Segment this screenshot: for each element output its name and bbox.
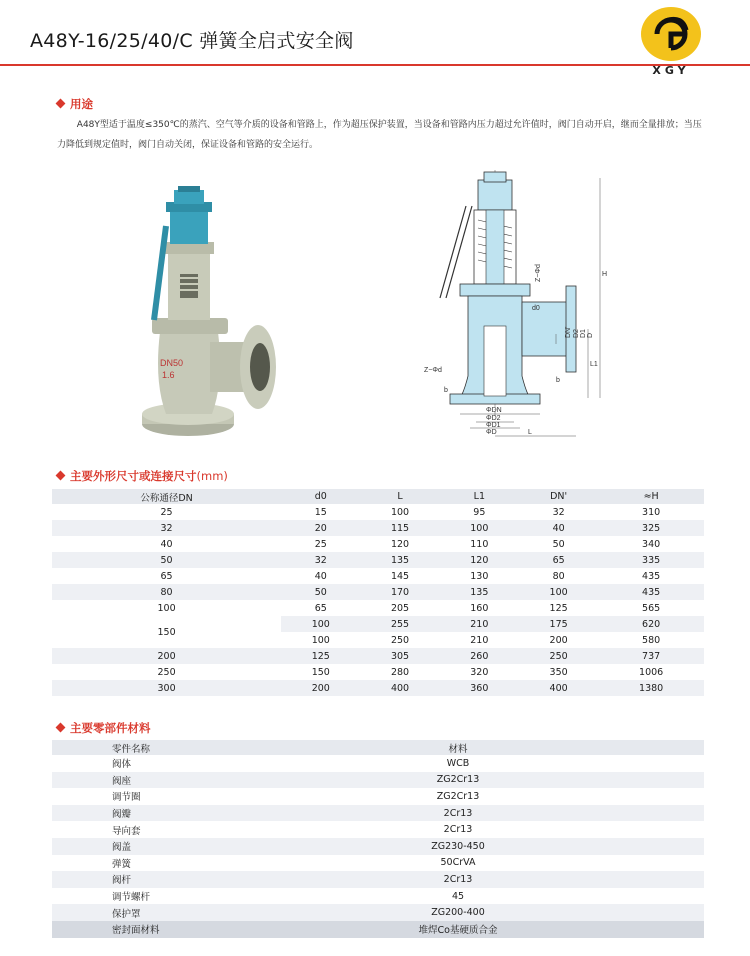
- cell: 150: [311, 666, 330, 678]
- cell: 50: [281, 584, 360, 600]
- cell: 阀杆: [52, 871, 282, 888]
- dim-d-bottom: ΦD: [486, 429, 497, 436]
- cell: 175: [519, 616, 598, 632]
- table-row: [52, 772, 704, 789]
- cell: 255: [360, 616, 439, 632]
- cell: 65: [314, 602, 327, 614]
- table-header-row: [52, 489, 704, 504]
- table-row: [52, 755, 704, 772]
- dimensions-heading-text: 主要外形尺寸或连接尺寸: [70, 469, 197, 483]
- cell: 100: [281, 616, 360, 632]
- diamond-bullet-icon: [56, 471, 66, 481]
- cell: 200: [549, 634, 568, 646]
- cell: 335: [598, 552, 704, 568]
- col-header: ≈H: [598, 489, 704, 504]
- col-header: 公称通径DN: [52, 489, 281, 504]
- table-row: [52, 664, 704, 680]
- materials-heading-text: 主要零部件材料: [70, 721, 151, 735]
- dim-z-left: Z−Φd: [424, 367, 442, 374]
- table-row: [52, 838, 704, 855]
- col-header: 材料: [282, 740, 704, 755]
- cell: 210: [440, 616, 519, 632]
- cell: WCB: [446, 757, 470, 769]
- dim-z-right: Z−Φd: [535, 264, 542, 282]
- cell: 15: [314, 506, 327, 518]
- photo-body-text-1: DN50: [160, 358, 184, 368]
- cell: 50CrVA: [440, 857, 476, 869]
- cell: 32: [281, 552, 360, 568]
- cell: 阀座: [52, 772, 282, 789]
- cell: 620: [598, 616, 704, 632]
- logo-text: XGY: [652, 64, 690, 77]
- table-row: [52, 568, 704, 584]
- cell: 100: [390, 506, 410, 518]
- cell: 350: [549, 666, 568, 678]
- cell: 250: [157, 666, 176, 678]
- cell: 1006: [639, 666, 664, 678]
- cell: 阀瓣: [52, 805, 282, 822]
- cell: 360: [440, 680, 519, 696]
- table-header-row: [52, 740, 704, 755]
- table-row: [52, 584, 704, 600]
- cell: 调节圈: [112, 792, 141, 804]
- cell: 135: [360, 552, 439, 568]
- table-row: [52, 552, 704, 568]
- usage-text: A48Y型适于温度≤350℃的蒸汽、空气等介质的设备和管路上，作为超压保护装置，当设备和管路内压力超过允许值时，阀门自动开启，继而全量排放；当压力降低到规定值时，阀门自动关闭，保证设备和管路的安全运行。: [57, 120, 702, 150]
- dim-l: L: [528, 429, 532, 436]
- table-row: [52, 788, 704, 805]
- dim-d1-bottom: ΦD1: [486, 422, 501, 429]
- cell: 50: [52, 552, 281, 568]
- cell: 340: [642, 538, 661, 550]
- cell: 110: [470, 538, 489, 550]
- cell: 2Cr13: [282, 871, 704, 888]
- cell: ZG200-400: [282, 904, 704, 921]
- cell: 2Cr13: [282, 805, 704, 822]
- cell: ZG2Cr13: [436, 790, 480, 802]
- page-title: A48Y-16/25/40/C 弹簧全启式安全阀: [30, 30, 354, 52]
- cell: 阀体: [112, 759, 132, 771]
- cell: 65: [160, 570, 173, 582]
- cell: 2Cr13: [443, 824, 473, 836]
- cell: 32: [552, 506, 565, 518]
- xgy-logo: [635, 4, 707, 80]
- table-row: [52, 904, 704, 921]
- cell: 135: [440, 584, 519, 600]
- cell: 40: [519, 520, 598, 536]
- table-row: [52, 821, 704, 838]
- table-row: [52, 855, 704, 872]
- dim-d0: d0: [532, 305, 540, 312]
- dim-dn-right: DN': [565, 326, 572, 338]
- table-row: [52, 921, 704, 938]
- dimensions-heading: [57, 468, 228, 484]
- materials-heading: [57, 720, 151, 736]
- dim-b-left: b: [444, 387, 448, 394]
- cell: 205: [390, 602, 410, 614]
- cell: 导向套: [112, 825, 141, 837]
- cell: 120: [440, 552, 519, 568]
- dim-h: H: [602, 271, 608, 278]
- cell: 145: [390, 570, 410, 582]
- cell: 580: [642, 634, 661, 646]
- cell: 40: [160, 538, 173, 550]
- valve-photo: [140, 182, 290, 444]
- dim-d-right: D: [587, 332, 594, 338]
- table-row: [52, 871, 704, 888]
- dimensions-table: [52, 489, 704, 696]
- cell: 210: [470, 634, 489, 646]
- cell: 100: [157, 602, 176, 614]
- table-row: [52, 536, 704, 552]
- valve-cross-section-drawing: [420, 166, 620, 444]
- cell: ZG2Cr13: [282, 772, 704, 789]
- col-header: DN': [519, 489, 598, 504]
- cell: 435: [598, 584, 704, 600]
- col-header: 零件名称: [52, 740, 282, 755]
- table-row: [52, 616, 704, 632]
- page-header: [0, 0, 750, 80]
- cell: 80: [52, 584, 281, 600]
- cell: 弹簧: [112, 858, 132, 870]
- usage-description: [57, 115, 707, 155]
- cell: 65: [519, 552, 598, 568]
- dim-dn-bottom: ΦDN: [486, 407, 502, 414]
- cell: 250: [390, 634, 410, 646]
- dim-d2-right: D2: [573, 329, 580, 338]
- cell: 40: [314, 570, 327, 582]
- cell: 435: [642, 570, 661, 582]
- cell: 95: [473, 506, 486, 518]
- cell: 120: [390, 538, 410, 550]
- usage-heading: [57, 96, 93, 112]
- table-row: [52, 680, 704, 696]
- cell: 260: [440, 648, 519, 664]
- cell: 100: [519, 584, 598, 600]
- table-row: [52, 520, 704, 536]
- cell: 400: [519, 680, 598, 696]
- col-header: L: [360, 489, 439, 504]
- cell: 32: [52, 520, 281, 536]
- cell: 20: [281, 520, 360, 536]
- cell: 325: [598, 520, 704, 536]
- cell: 737: [598, 648, 704, 664]
- cell: 80: [552, 570, 565, 582]
- cell: 200: [281, 680, 360, 696]
- cell: 320: [470, 666, 489, 678]
- dimensions-unit: (mm): [196, 469, 228, 483]
- cell: 130: [470, 570, 489, 582]
- cell: 300: [52, 680, 281, 696]
- cell: 305: [360, 648, 439, 664]
- cell: ZG230-450: [282, 838, 704, 855]
- materials-table: [52, 740, 704, 938]
- cell: 45: [451, 890, 465, 902]
- cell: 25: [314, 538, 327, 550]
- cell: 50: [552, 538, 565, 550]
- cell: 115: [360, 520, 439, 536]
- table-row: [52, 600, 704, 616]
- cell: 100: [311, 634, 330, 646]
- dim-d2-bottom: ΦD2: [486, 415, 501, 422]
- table-row: [52, 888, 704, 905]
- col-header: L1: [440, 489, 519, 504]
- cell: 310: [642, 506, 661, 518]
- cell: 100: [440, 520, 519, 536]
- table-row: [52, 805, 704, 822]
- cell: 250: [519, 648, 598, 664]
- cell: 密封面材料: [52, 921, 282, 938]
- cell: 160: [470, 602, 489, 614]
- diamond-bullet-icon: [56, 723, 66, 733]
- photo-body-text-2: 1.6: [162, 370, 175, 380]
- cell: 170: [360, 584, 439, 600]
- dim-b-top: b: [556, 377, 560, 384]
- cell: 125: [549, 602, 568, 614]
- table-row: [52, 504, 704, 520]
- cell: 堆焊Co基硬质合金: [282, 921, 704, 938]
- cell-merged-dn: 150: [52, 616, 281, 648]
- table-row: [52, 648, 704, 664]
- usage-heading-text: 用途: [70, 97, 93, 111]
- cell: 200: [52, 648, 281, 664]
- cell: 280: [390, 666, 410, 678]
- cell: 565: [642, 602, 661, 614]
- cell: 调节螺杆: [112, 892, 151, 904]
- cell: 125: [281, 648, 360, 664]
- dim-d1-right: D1: [580, 329, 587, 338]
- cell: 阀盖: [52, 838, 282, 855]
- dim-l1: L1: [590, 361, 598, 368]
- diamond-bullet-icon: [56, 99, 66, 109]
- cell: 1380: [598, 680, 704, 696]
- cell: 保护罩: [52, 904, 282, 921]
- col-header: d0: [281, 489, 360, 504]
- cell: 25: [160, 506, 173, 518]
- cell: 400: [360, 680, 439, 696]
